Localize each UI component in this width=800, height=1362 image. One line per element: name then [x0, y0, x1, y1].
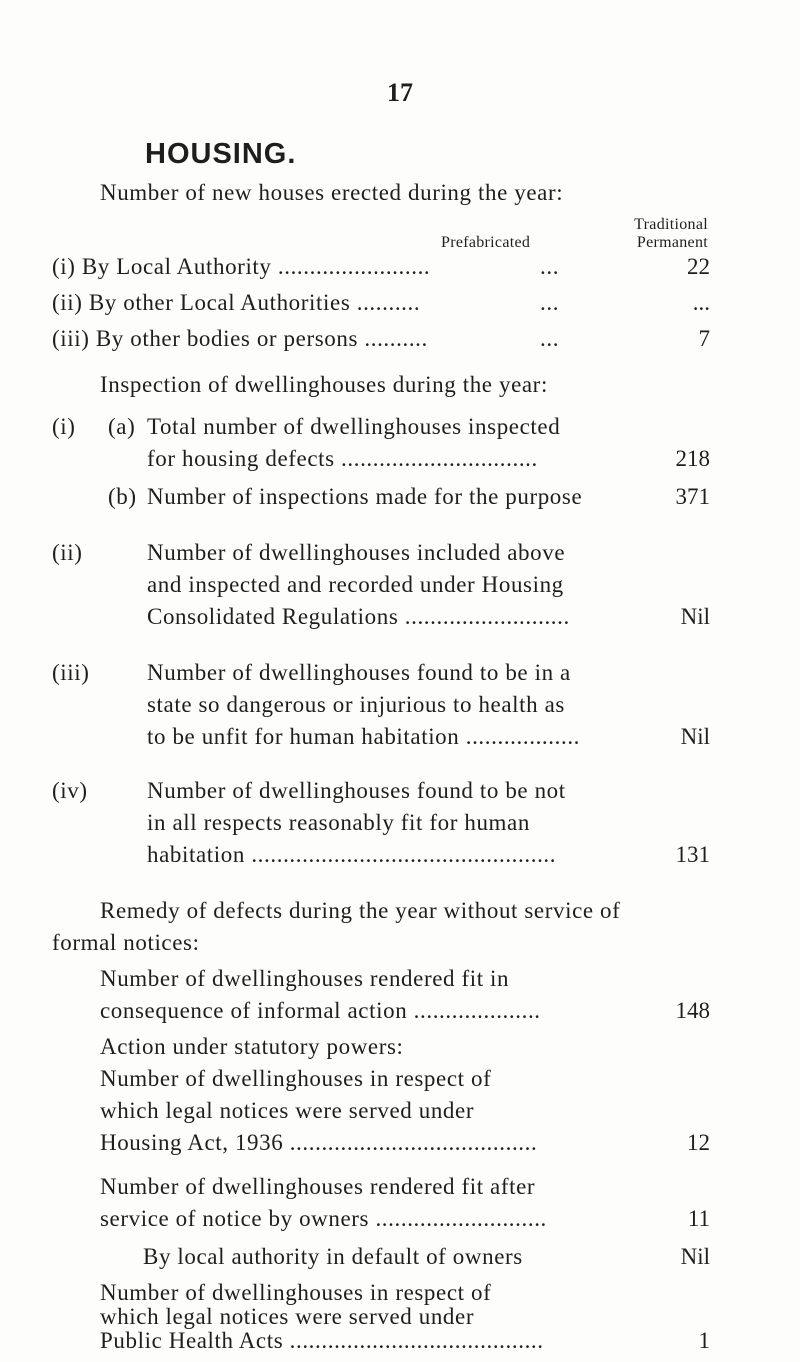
- inspection-ii-line: Number of dwellinghouses included above: [147, 540, 566, 565]
- statutory-line: By local authority in default of owners: [143, 1244, 523, 1269]
- inspection-intro: Inspection of dwellinghouses during the year:: [100, 372, 548, 397]
- table-row-label: (ii) By other Local Authorities ..........: [52, 290, 421, 315]
- table-cell-prefabricated: ...: [540, 254, 560, 279]
- statutory-line: which legal notices were served under: [100, 1098, 475, 1123]
- inspection-iv-value: 131: [675, 842, 710, 867]
- statutory-line: service of notice by owners ...........................: [100, 1206, 547, 1231]
- inspection-iii-line: to be unfit for human habitation ..................: [147, 724, 581, 749]
- statutory-line: Number of dwellinghouses rendered fit after: [100, 1174, 536, 1199]
- inspection-ii-line: and inspected and recorded under Housing: [147, 572, 564, 597]
- column-header-permanent: Permanent: [636, 234, 708, 251]
- table-cell-prefabricated: ...: [540, 326, 560, 351]
- item-marker-b: (b): [108, 484, 137, 509]
- statutory-line: Public Health Acts ........................................: [100, 1328, 544, 1353]
- table-cell-permanent: ...: [692, 290, 710, 315]
- remedy-intro: Remedy of defects during the year without service of: [100, 898, 621, 923]
- statutory-line: Number of dwellinghouses in respect of: [100, 1066, 492, 1091]
- inspection-iv-line: Number of dwellinghouses found to be not: [147, 778, 566, 803]
- page-number: 17: [387, 78, 413, 107]
- statutory-value: 12: [687, 1130, 710, 1155]
- statutory-value: 11: [687, 1206, 710, 1231]
- remedy-informal-line: consequence of informal action ....................: [100, 998, 541, 1023]
- item-marker-ii: (ii): [52, 540, 83, 565]
- inspection-iv-line: in all respects reasonably fit for human: [147, 810, 530, 835]
- table-row-label: (i) By Local Authority ........................: [52, 254, 431, 279]
- item-marker-iii: (iii): [52, 660, 90, 685]
- remedy-informal-value: 148: [675, 998, 710, 1023]
- inspection-iii-line: Number of dwellinghouses found to be in a: [147, 660, 571, 685]
- item-marker-i: (i): [52, 414, 76, 439]
- remedy-informal-line: Number of dwellinghouses rendered fit in: [100, 966, 510, 991]
- inspection-iv-line: habitation ................................................: [147, 842, 557, 867]
- statutory-line: which legal notices were served under: [100, 1304, 475, 1329]
- table-cell-prefabricated: ...: [540, 290, 560, 315]
- new-houses-intro: Number of new houses erected during the year:: [100, 180, 564, 205]
- table-cell-permanent: 7: [698, 326, 710, 351]
- inspection-a-line: for housing defects ...............................: [147, 446, 538, 471]
- table-row-label: (iii) By other bodies or persons ..........: [52, 326, 428, 351]
- inspection-iii-line: state so dangerous or injurious to health as: [147, 692, 565, 717]
- column-header-prefabricated: Prefabricated: [441, 234, 531, 251]
- remedy-intro: formal notices:: [52, 930, 200, 955]
- statutory-value: Nil: [680, 1244, 710, 1269]
- column-header-traditional: Traditional: [634, 216, 708, 233]
- inspection-ii-value: Nil: [680, 604, 710, 629]
- statutory-line: Number of dwellinghouses in respect of: [100, 1280, 492, 1305]
- statutory-heading: Action under statutory powers:: [100, 1034, 404, 1059]
- inspection-iii-value: Nil: [680, 724, 710, 749]
- item-marker-a: (a): [108, 414, 136, 439]
- item-marker-iv: (iv): [52, 778, 88, 803]
- inspection-b-line: Number of inspections made for the purpose: [147, 484, 583, 509]
- inspection-b-value: 371: [675, 484, 710, 509]
- inspection-a-line: Total number of dwellinghouses inspected: [147, 414, 561, 439]
- statutory-value: 1: [698, 1328, 710, 1353]
- statutory-line: Housing Act, 1936 .......................................: [100, 1130, 538, 1155]
- page-title: HOUSING.: [145, 138, 297, 170]
- inspection-ii-line: Consolidated Regulations ..........................: [147, 604, 570, 629]
- table-cell-permanent: 22: [687, 254, 710, 279]
- inspection-a-value: 218: [675, 446, 710, 471]
